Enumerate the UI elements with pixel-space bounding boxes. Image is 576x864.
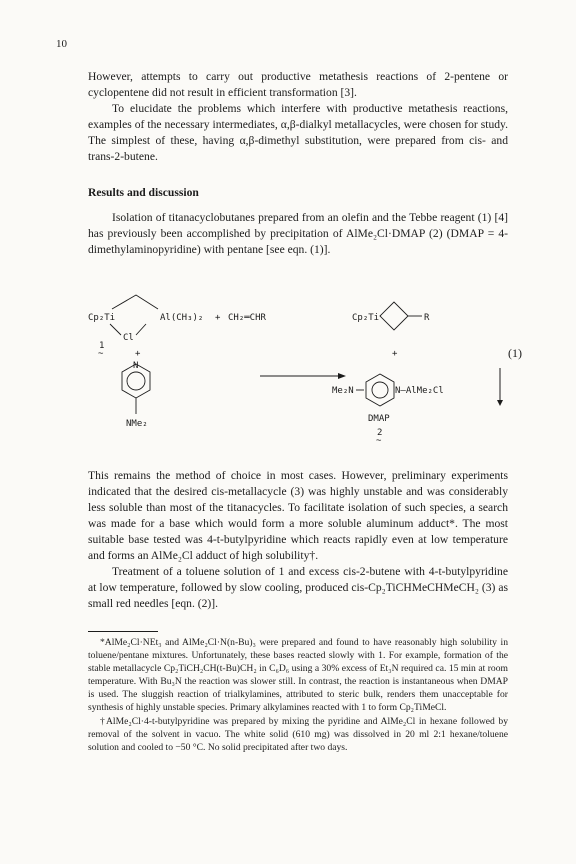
reaction-scheme — [88, 290, 528, 465]
me2n-group: Me₂N — [332, 386, 354, 396]
plus-sign: + — [392, 349, 398, 359]
footnote-rule — [88, 631, 158, 632]
paragraph-3: Isolation of titanacyclobutanes prepared from an olefin and the Tebbe reagent (1) [4] has previously been accomplished by precipitation of AlMe₂Cl·DMAP (2) (DMAP = 4-dimethylaminopyridine) with pentane [see eqn. (1)]. — [88, 211, 508, 256]
dmap-aromatic-circle — [372, 382, 388, 398]
plus-sign: + — [135, 349, 141, 359]
product-r: R — [424, 313, 430, 323]
paragraph-1: However, attempts to carry out productive metathesis reactions of 2-pentene or cyclopentene did not result in efficient transformation [3]. — [88, 70, 508, 99]
reaction-arrowhead — [338, 373, 346, 379]
plus-sign: + — [215, 313, 221, 323]
compound-label-1: 1 — [99, 341, 105, 351]
titanacyclobutane-ring — [380, 302, 408, 330]
tebbe-cp2ti: Cp₂Ti — [88, 313, 116, 323]
pyridine-aromatic-circle — [127, 372, 145, 390]
tebbe-cl: Cl — [123, 333, 134, 343]
footnote-1: *AlMe₂Cl·NEt₃ and AlMe₂Cl·N(n-Bu)₃ were prepared and found to have reasonably high solubility in toluene/pentane mixtures. Unfortunately, these bases reacted slowly with 1. For example, formation of the stable metallacycle Cp₂TiCH₂CH(t-Bu)CH₂ in C₆D₆ using a 30% excess of Et₃N required ca. 15 min at room temperature. With Bu₃N the reaction was slower still. In contrast, the reaction is instantaneous when DMAP is used. The sluggish reaction of trialkylamines, attributed to steric bulk, renders them unacceptable for synthesis of highly unstable species. Primary alkylamines reacted with 1 to form Cp₂TiMeCl. — [88, 637, 508, 714]
paragraph-2: To elucidate the problems which interfere with productive metathesis reactions, examples of the necessary intermediates, α,β-dialkyl metallacycles, were chosen for study. The simplest of these, having α,β-dimethyl substitution, were prepared from cis- and trans-2-butene. — [88, 102, 508, 163]
paragraph-5: Treatment of a toluene solution of 1 and excess cis-2-butene with 4-t-butylpyridine at low temperature, followed by slow cooling, produced cis-Cp₂TiCHMeCHMeCH₂ (3) as small red needles [eqn. (2)]. — [88, 565, 508, 610]
olefin: CH₂═CHR — [228, 313, 266, 323]
compound-label-2: 2 — [377, 428, 383, 438]
equation-number: (1) — [508, 346, 522, 360]
tebbe-ch2-bridge — [112, 295, 158, 309]
tebbe-alme2: Al(CH₃)₂ — [160, 313, 204, 323]
pyridine-n: N — [133, 361, 139, 371]
page-number: 10 — [56, 38, 67, 50]
footnote-2: †AlMe₂Cl·4-t-butylpyridine was prepared by mixing the pyridine and AlMe₂Cl in hexane followed by removal of the solvent in vacuo. The white solid (610 mg) was dissolved in 20 ml 2:1 hexane/toluene solution and cooled to −50 °C. No solid precipitated after two days. — [88, 715, 508, 753]
nme2-group: NMe₂ — [126, 419, 148, 429]
n-alme2cl: N—AlMe₂Cl — [395, 386, 444, 396]
intro-text — [88, 69, 508, 165]
results-intro — [88, 210, 508, 258]
section-heading: Results and discussion — [88, 186, 199, 199]
product-cp2ti: Cp₂Ti — [352, 313, 380, 323]
precipitate-arrowhead — [497, 400, 503, 406]
dmap-ring — [366, 374, 394, 406]
label-1-underline: ~ — [98, 349, 104, 359]
label-2-underline: ~ — [376, 436, 382, 446]
paragraph-4: This remains the method of choice in most cases. However, preliminary experiments indicated that the desired cis-metallacycle (3) was highly unstable and was considerably less soluble than most of the titanacycles. To facilitate isolation of such species, a search was made for a base which would form a more soluble aluminum adduct*. The most suitable base tested was 4-t-butylpyridine which reacts rapidly even at low temperature and forms an AlMe₂Cl adduct of high solubility†. — [88, 469, 508, 562]
footnotes — [88, 636, 508, 754]
dmap-label: DMAP — [368, 414, 390, 424]
results-discussion — [88, 468, 508, 612]
